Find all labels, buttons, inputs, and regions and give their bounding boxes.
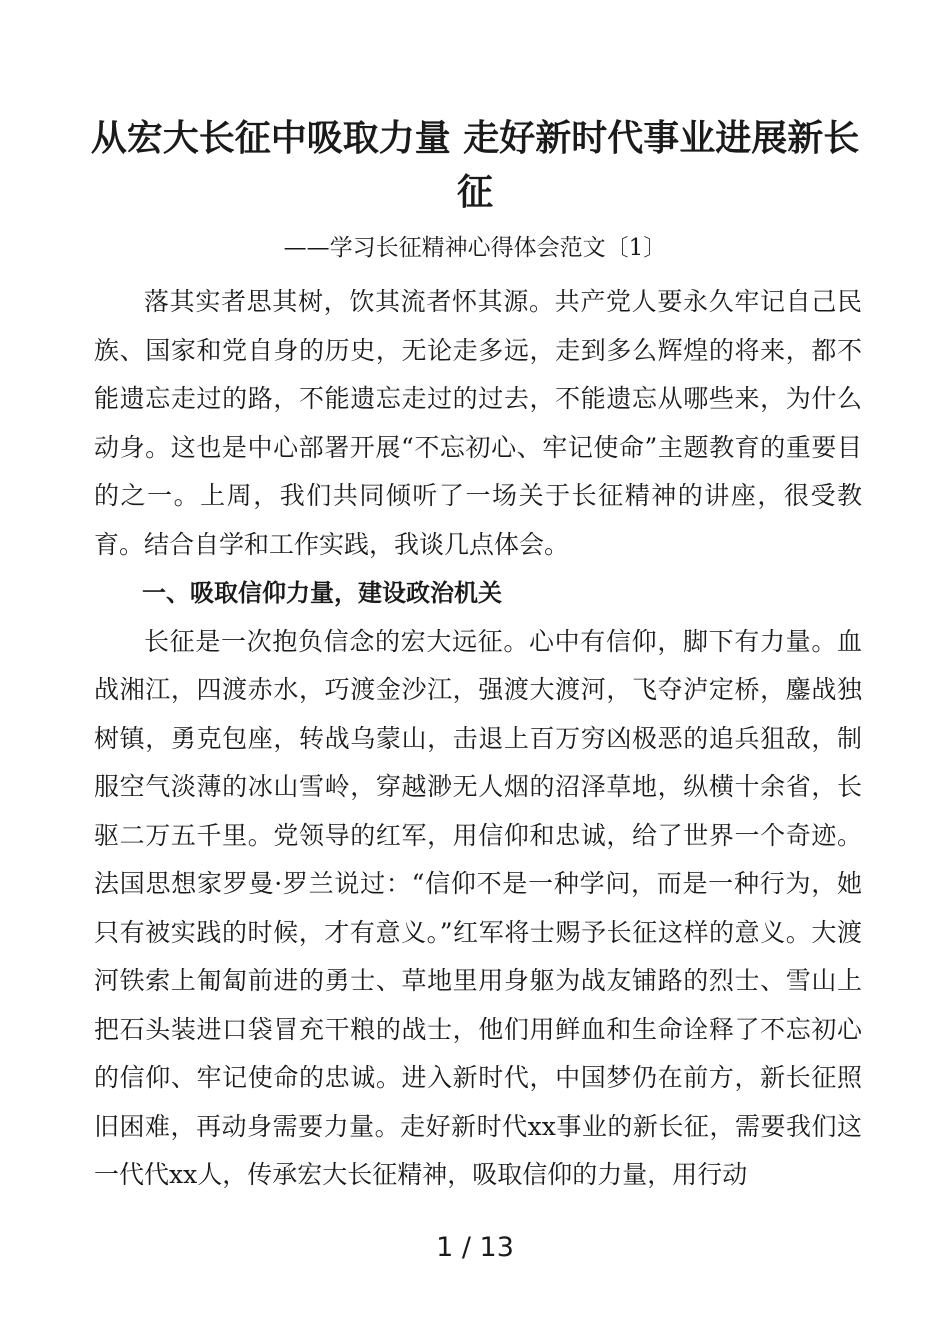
document-subtitle: ——学习长征精神心得体会范文〔1〕 bbox=[283, 235, 667, 261]
page-number: 1 / 13 bbox=[436, 1232, 514, 1263]
paragraph-section-1: 长征是一次抱负信念的宏大远征。心中有信仰，脚下有力量。血战湘江，四渡赤水，巧渡金沙江，强渡大渡河，飞夺泸定桥，鏖战独树镇，勇克包座，转战乌蒙山，击退上百万穷凶极恶的追兵狙敌，制服空气淡薄的冰山雪岭，穿越渺无人烟的沼泽草地，纵横十余省，长驱二万五千里。党领导的红军，用信仰和忠诚，给了世界一个奇迹。法国思想家罗曼·罗兰说过：“信仰不是一种学问，而是一种行为，她只有被实践的时候，才有意义。”红军将士赐予长征这样的意义。大渡河铁索上匍匐前进的勇士、草地里用身躯为战友铺路的烈士、雪山上把石头装进口袋冒充干粮的战士，他们用鲜血和生命诠释了不忘初心的信仰、牢记使命的忠诚。进入新时代，中国梦仍在前方，新长征照旧困难，再动身需要力量。走好新时代xx事业的新长征，需要我们这一代代xx人，传承宏大长征精神，吸取信仰的力量，用行动 bbox=[94, 626, 862, 1189]
paragraph-intro: 落其实者思其树，饮其流者怀其源。共产党人要永久牢记自己民族、国家和党自身的历史，无论走多远，走到多么辉煌的将来，都不能遗忘走过的路，不能遗忘走过的过去，不能遗忘从哪些来，为什么动身。这也是中心部署开展“不忘初心、牢记使命”主题教育的重要目的之一。上周，我们共同倾听了一场关于长征精神的讲座，很受教育。结合自学和工作实践，我谈几点体会。 bbox=[94, 287, 862, 559]
document-title: 从宏大长征中吸取力量 走好新时代事业进展新长征 bbox=[90, 118, 860, 213]
section-heading-1: 一、吸取信仰力量，建设政治机关 bbox=[142, 579, 502, 607]
document-body bbox=[94, 278, 862, 1200]
